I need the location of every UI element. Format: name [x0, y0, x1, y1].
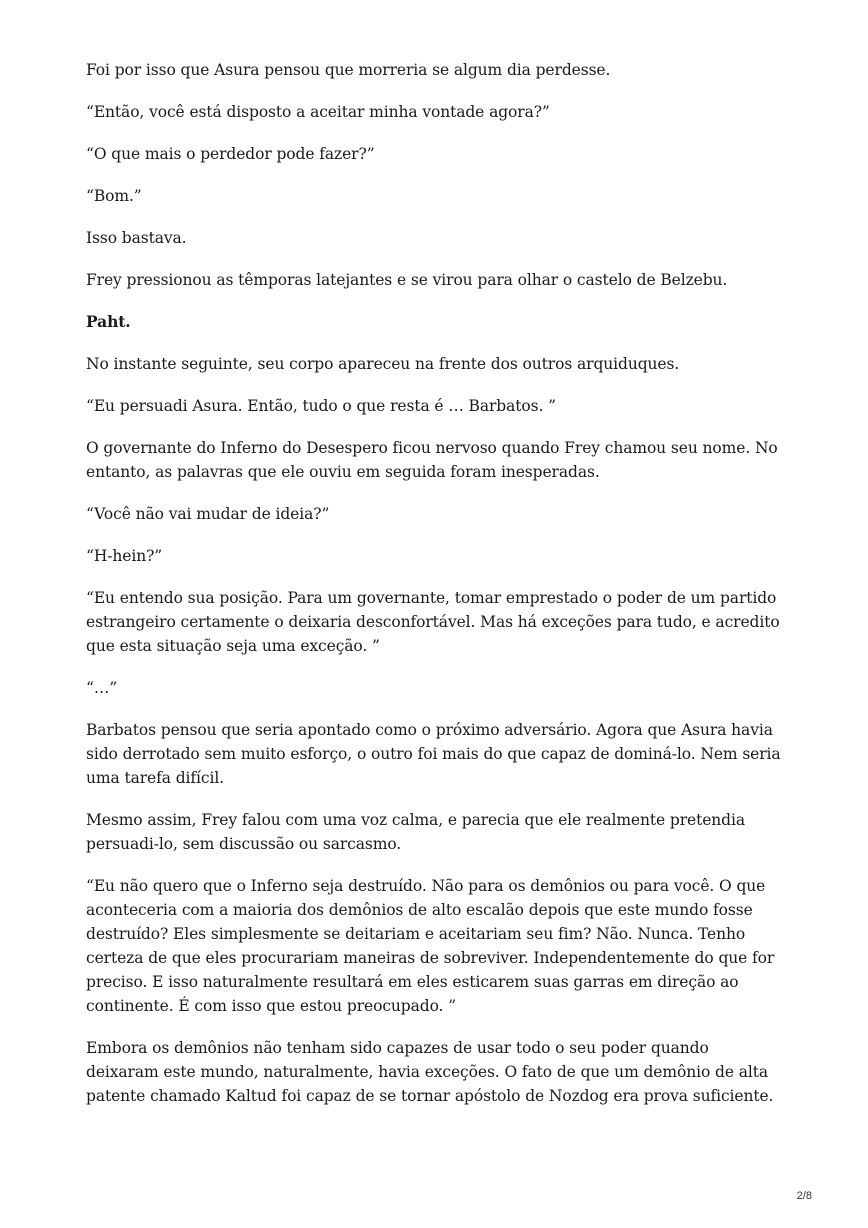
paragraph: Embora os demônios não tenham sido capazes de usar todo o seu poder quando deixaram este mundo, naturalmente, havia exceções. O fato de que um demônio de alta patente chamado Kaltud foi capaz de se tornar apóstolo de Nozdog era prova suficiente.: [86, 1039, 774, 1105]
paragraph: “Então, você está disposto a aceitar minha vontade agora?”: [86, 103, 550, 121]
paragraph: Barbatos pensou que seria apontado como o próximo adversário. Agora que Asura havia sido derrotado sem muito esforço, o outro foi mais do que capaz de dominá-lo. Nem seria uma tarefa difícil.: [86, 721, 781, 787]
paragraph: “O que mais o perdedor pode fazer?”: [86, 145, 375, 163]
paragraph: Frey pressionou as têmporas latejantes e se virou para olhar o castelo de Belzebu.: [86, 271, 728, 289]
document-page: [86, 58, 786, 1126]
page-number: 2/8: [796, 1190, 812, 1202]
paragraph: “Eu persuadi Asura. Então, tudo o que resta é … Barbatos. ”: [86, 397, 556, 415]
paragraph: Foi por isso que Asura pensou que morreria se algum dia perdesse.: [86, 61, 611, 79]
paragraph: “Eu entendo sua posição. Para um governante, tomar emprestado o poder de um partido estrangeiro certamente o deixaria desconfortável. Mas há exceções para tudo, e acredito que esta situação seja uma exceção. ”: [86, 589, 780, 655]
paragraph: “Bom.”: [86, 187, 142, 205]
paragraph: Isso bastava.: [86, 229, 187, 247]
paragraph: “Você não vai mudar de ideia?”: [86, 505, 330, 523]
paragraph: Mesmo assim, Frey falou com uma voz calma, e parecia que ele realmente pretendia persuadi-lo, sem discussão ou sarcasmo.: [86, 811, 746, 853]
paragraph-bold: Paht.: [86, 312, 131, 331]
paragraph: No instante seguinte, seu corpo apareceu na frente dos outros arquiduques.: [86, 355, 680, 373]
paragraph: “Eu não quero que o Inferno seja destruído. Não para os demônios ou para você. O que aconteceria com a maioria dos demônios de alto escalão depois que este mundo fosse destruído? Eles simplesmente se deitariam e aceitariam seu fim? Não. Nunca. Tenho certeza de que eles procurariam maneiras de sobreviver. Independentemente do que for preciso. E isso naturalmente resultará em eles esticarem suas garras em direção ao continente. É com isso que estou preocupado. ”: [86, 877, 775, 1015]
paragraph: “…”: [86, 679, 118, 697]
paragraph: O governante do Inferno do Desespero ficou nervoso quando Frey chamou seu nome. No entanto, as palavras que ele ouviu em seguida foram inesperadas.: [86, 439, 778, 481]
paragraph: “H-hein?”: [86, 547, 163, 565]
